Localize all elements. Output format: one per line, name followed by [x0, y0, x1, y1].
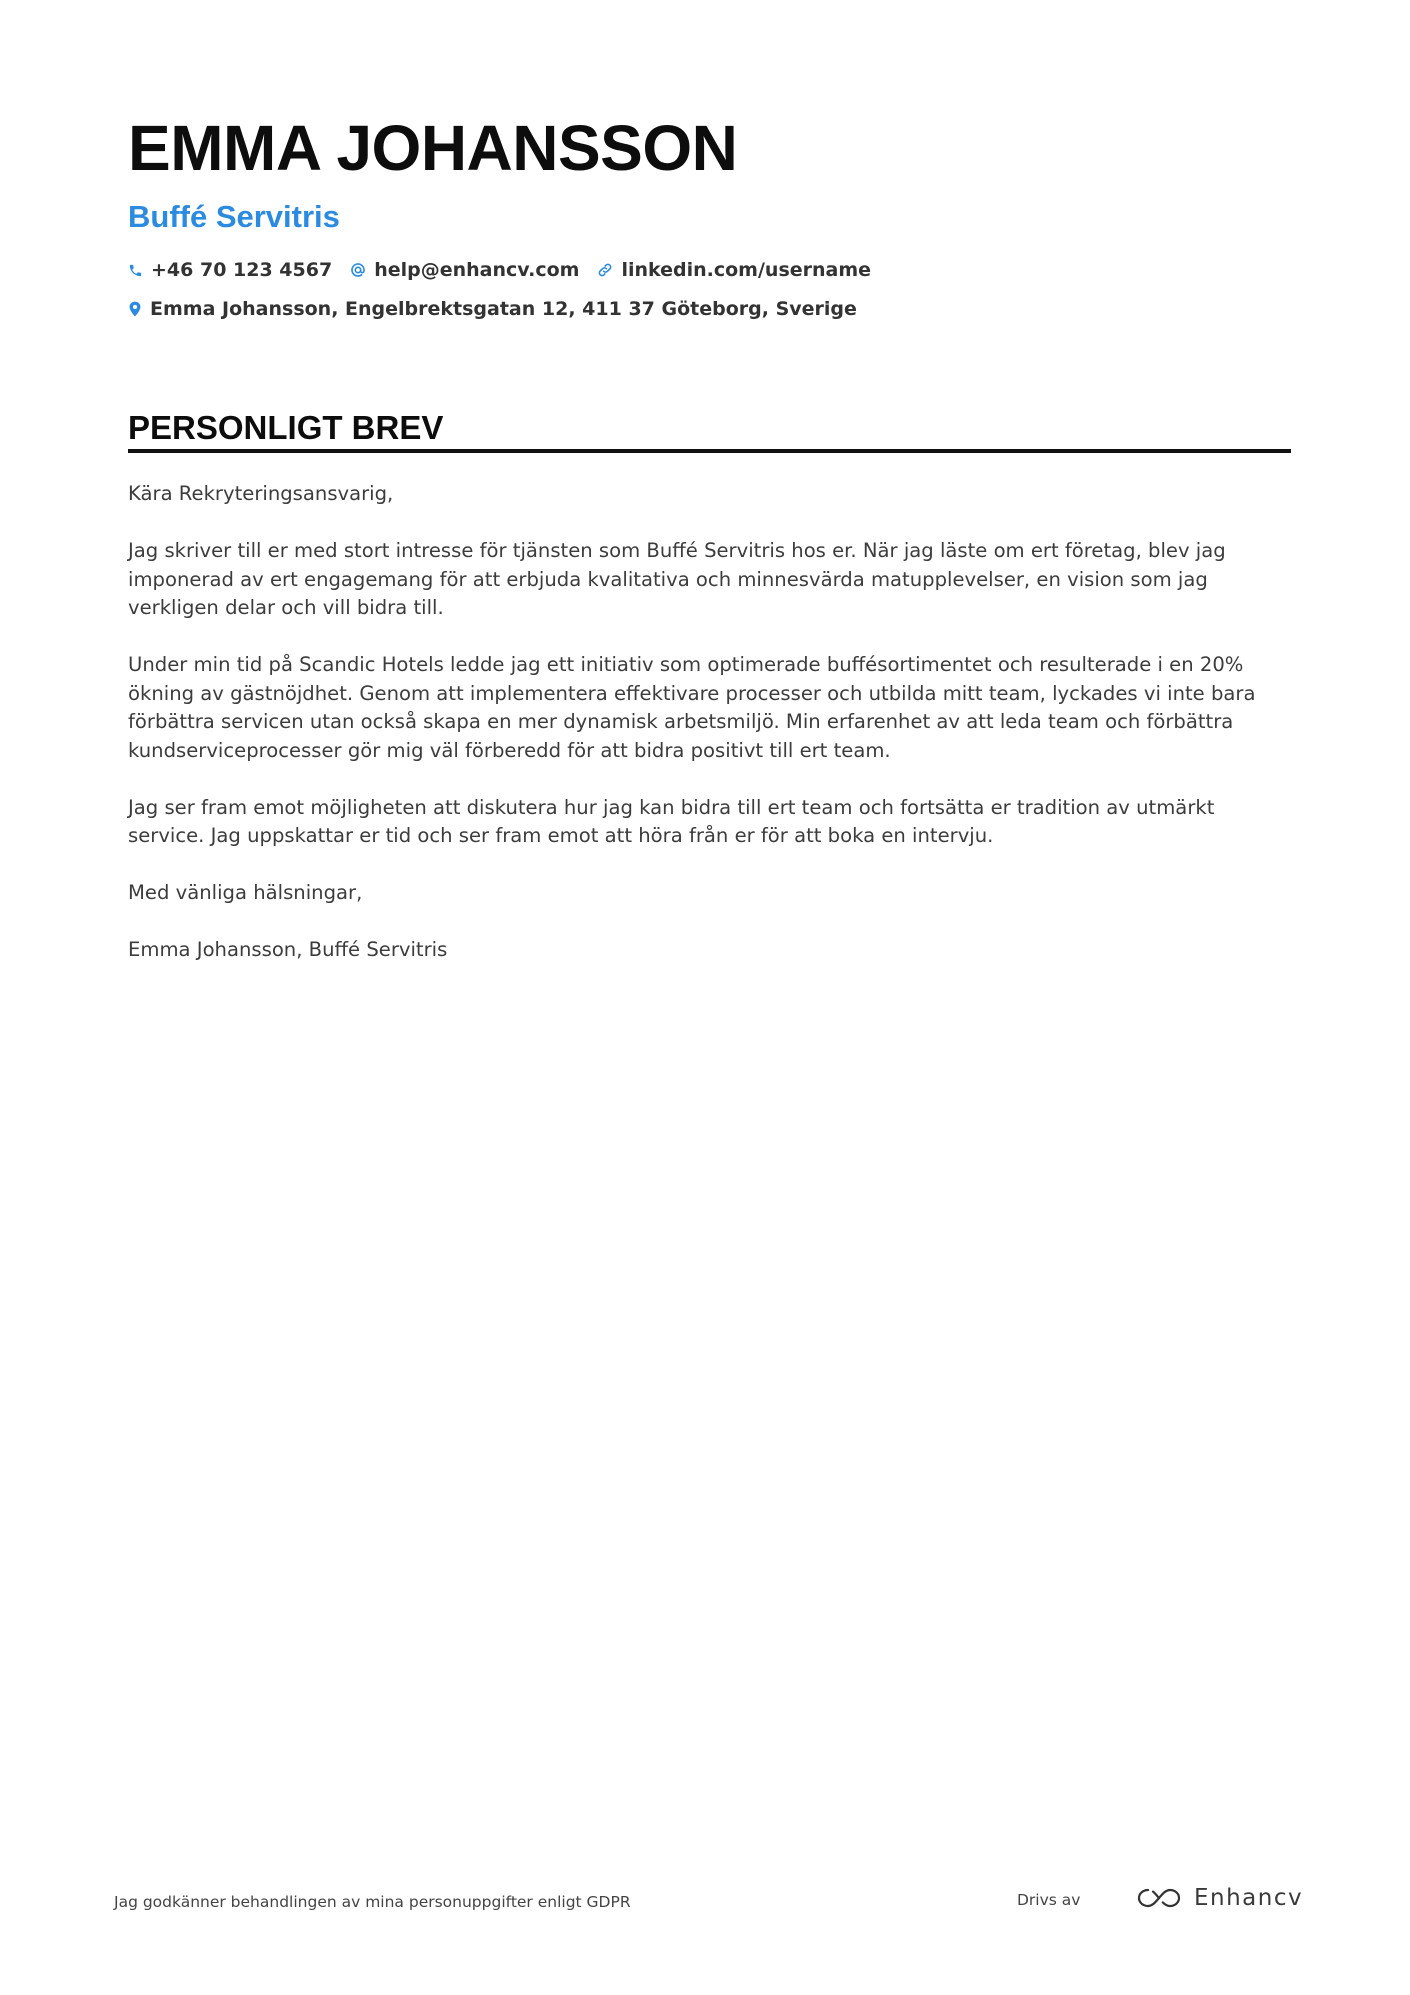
- email-address: help@enhancv.com: [374, 259, 580, 281]
- brand-name: Enhancv: [1194, 1885, 1304, 1911]
- phone-number: +46 70 123 4567: [151, 259, 333, 281]
- letter-closing: Med vänliga hälsningar,: [128, 881, 363, 904]
- letter-greeting: Kära Rekryteringsansvarig,: [128, 482, 394, 505]
- contact-phone: [128, 259, 332, 281]
- map-pin-icon: [128, 301, 142, 317]
- contact-email[interactable]: [350, 259, 579, 281]
- contact-linkedin[interactable]: [597, 259, 871, 281]
- section-title: PERSONLIGT BREV: [128, 409, 444, 446]
- gdpr-consent: Jag godkänner behandlingen av mina personuppgifter enligt GDPR: [114, 1893, 631, 1911]
- powered-by-label: Drivs av: [1017, 1891, 1081, 1909]
- enhancv-logo[interactable]: [1136, 1885, 1303, 1911]
- letter-body: [128, 480, 1292, 993]
- job-title: Buffé Servitris: [128, 199, 340, 234]
- contact-address: [128, 298, 857, 320]
- linkedin-url: linkedin.com/username: [621, 259, 872, 281]
- letter-paragraph: Under min tid på Scandic Hotels ledde jag ett initiativ som optimerade buffésortimentet och resulterade i en 20% ökning av gästnöjdhet. Genom att implementera effektivare processer och utbilda mitt team, lyckades vi inte bara förbättra servicen utan också skapa en mer dynamisk arbetsmiljö. Min erfarenhet av att leda team och förbättra kundserviceprocesser gör mig väl förberedd för att bidra positivt till ert team.: [128, 653, 1256, 762]
- contact-row: [128, 256, 1292, 284]
- letter-paragraph: Jag skriver till er med stort intresse för tjänsten som Buffé Servitris hos er. När jag läste om ert företag, blev jag imponerad av ert engagemang för att erbjuda kvalitativa och minnesvärda matupplevelser, en vision som jag verkligen delar och vill bidra till.: [128, 539, 1226, 619]
- address-row: [128, 295, 1292, 323]
- applicant-name: EMMA JOHANSSON: [128, 112, 738, 184]
- infinity-logo-icon: [1136, 1886, 1182, 1910]
- section-divider: [128, 449, 1291, 453]
- at-icon: [350, 262, 366, 278]
- letter-signature: Emma Johansson, Buffé Servitris: [128, 938, 448, 961]
- header: [128, 112, 1292, 323]
- address-text: Emma Johansson, Engelbrektsgatan 12, 411 37 Göteborg, Sverige: [150, 298, 857, 320]
- link-icon: [597, 262, 613, 278]
- letter-paragraph: Jag ser fram emot möjligheten att diskutera hur jag kan bidra till ert team och fortsätta er tradition av utmärkt service. Jag uppskattar er tid och ser fram emot att höra från er för att boka en intervju.: [128, 795, 1215, 847]
- phone-icon: [128, 263, 143, 278]
